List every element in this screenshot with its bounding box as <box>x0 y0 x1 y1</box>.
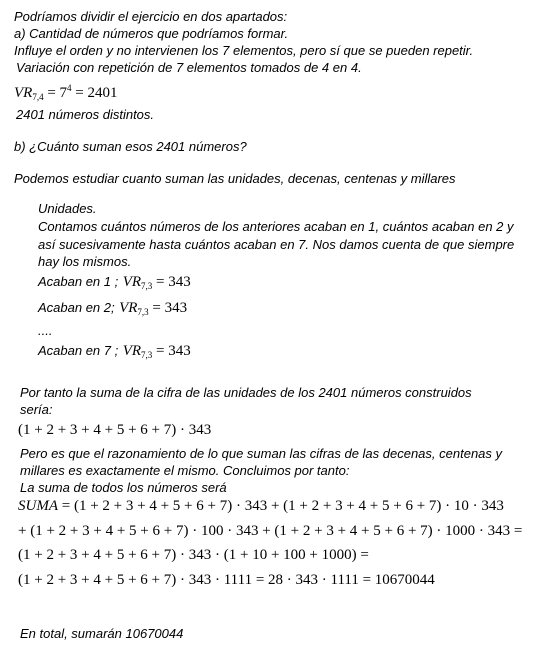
units-row-2-formula: $VR_{7,3} = 343$ <box>119 300 188 317</box>
final-formula-label: SUMA <box>18 498 58 514</box>
units-ellipsis: .... <box>38 323 53 338</box>
units-paragraph-1: Contamos cuántos números de los anteriores acaban en 1, cuántos acaban en 2 y <box>38 219 514 234</box>
count-line: 2401 números distintos. <box>16 107 155 122</box>
vr-rhs-post: = 2401 <box>71 85 118 101</box>
final-formula-line-2: + (1 + 2 + 3 + 4 + 5 + 6 + 7) · 100 · 343 + (1 + 2 + 3 + 4 + 5 + 6 + 7) · 1000 · 343 = <box>18 523 523 539</box>
formula-vr-7-4 <box>14 79 118 106</box>
units-row-3-formula: $VR_{7,3} = 343$ <box>122 343 191 360</box>
units-row-3-label: Acaban en 7 ; <box>38 343 119 358</box>
sum-intro-line-2: sería: <box>20 402 53 417</box>
units-heading: Unidades. <box>38 201 97 216</box>
study-line: Podemos estudiar cuanto suman las unidades, decenas, centenas y millares <box>14 171 456 186</box>
vr-symbol: VR <box>14 85 33 101</box>
units-row-3 <box>38 342 191 364</box>
reasoning-line-2: millares es exactamente el mismo. Concluimos por tanto: <box>20 463 350 478</box>
units-row-2 <box>38 299 187 321</box>
final-formula-line-1-rhs: = (1 + 2 + 3 + 4 + 5 + 6 + 7) · 343 + (1 + 2 + 3 + 4 + 5 + 6 + 7) · 10 · 343 <box>58 498 504 514</box>
formula-units-sum: (1 + 2 + 3 + 4 + 5 + 6 + 7) · 343 <box>18 422 212 438</box>
vr-subscript: 7,4 <box>32 92 44 102</box>
units-row-1-formula: $VR_{7,3} = 343$ <box>122 274 191 291</box>
intro-line-2: a) Cantidad de números que podríamos formar. <box>14 26 289 41</box>
sum-intro-line-1: Por tanto la suma de la cifra de las unidades de los 2401 números construidos <box>20 385 472 400</box>
reasoning-line-3: La suma de todos los números será <box>20 480 227 495</box>
units-paragraph-3: hay los mismos. <box>38 254 132 269</box>
units-row-2-label: Acaban en 2; <box>38 300 115 315</box>
intro-line-4: Variación con repetición de 7 elementos tomados de 4 en 4. <box>16 60 362 75</box>
vr-exponent: 4 <box>67 83 72 93</box>
intro-line-3: Influye el orden y no intervienen los 7 elementos, pero sí que se pueden repetir. <box>14 43 474 58</box>
final-formula-line-1 <box>18 497 504 515</box>
vr-rhs-pre: = 7 <box>43 85 68 101</box>
final-formula-line-4: (1 + 2 + 3 + 4 + 5 + 6 + 7) · 343 · 1111 = 28 · 343 · 1111 = 10670044 <box>18 572 435 588</box>
final-formula-line-3: (1 + 2 + 3 + 4 + 5 + 6 + 7) · 343 · (1 + 10 + 100 + 1000) = <box>18 547 369 563</box>
intro-line-1: Podríamos dividir el ejercicio en dos apartados: <box>14 9 288 24</box>
units-row-1-label: Acaban en 1 ; <box>38 274 119 289</box>
conclusion: En total, sumarán 10670044 <box>20 626 184 641</box>
units-paragraph-2: así sucesivamente hasta cuántos acaban en 7. Nos damos cuenta de que siempre <box>38 237 515 252</box>
reasoning-line-1: Pero es que el razonamiento de lo que suman las cifras de las decenas, centenas y <box>20 446 503 461</box>
units-row-1 <box>38 273 191 295</box>
part-b-question: b) ¿Cuánto suman esos 2401 números? <box>14 139 247 154</box>
